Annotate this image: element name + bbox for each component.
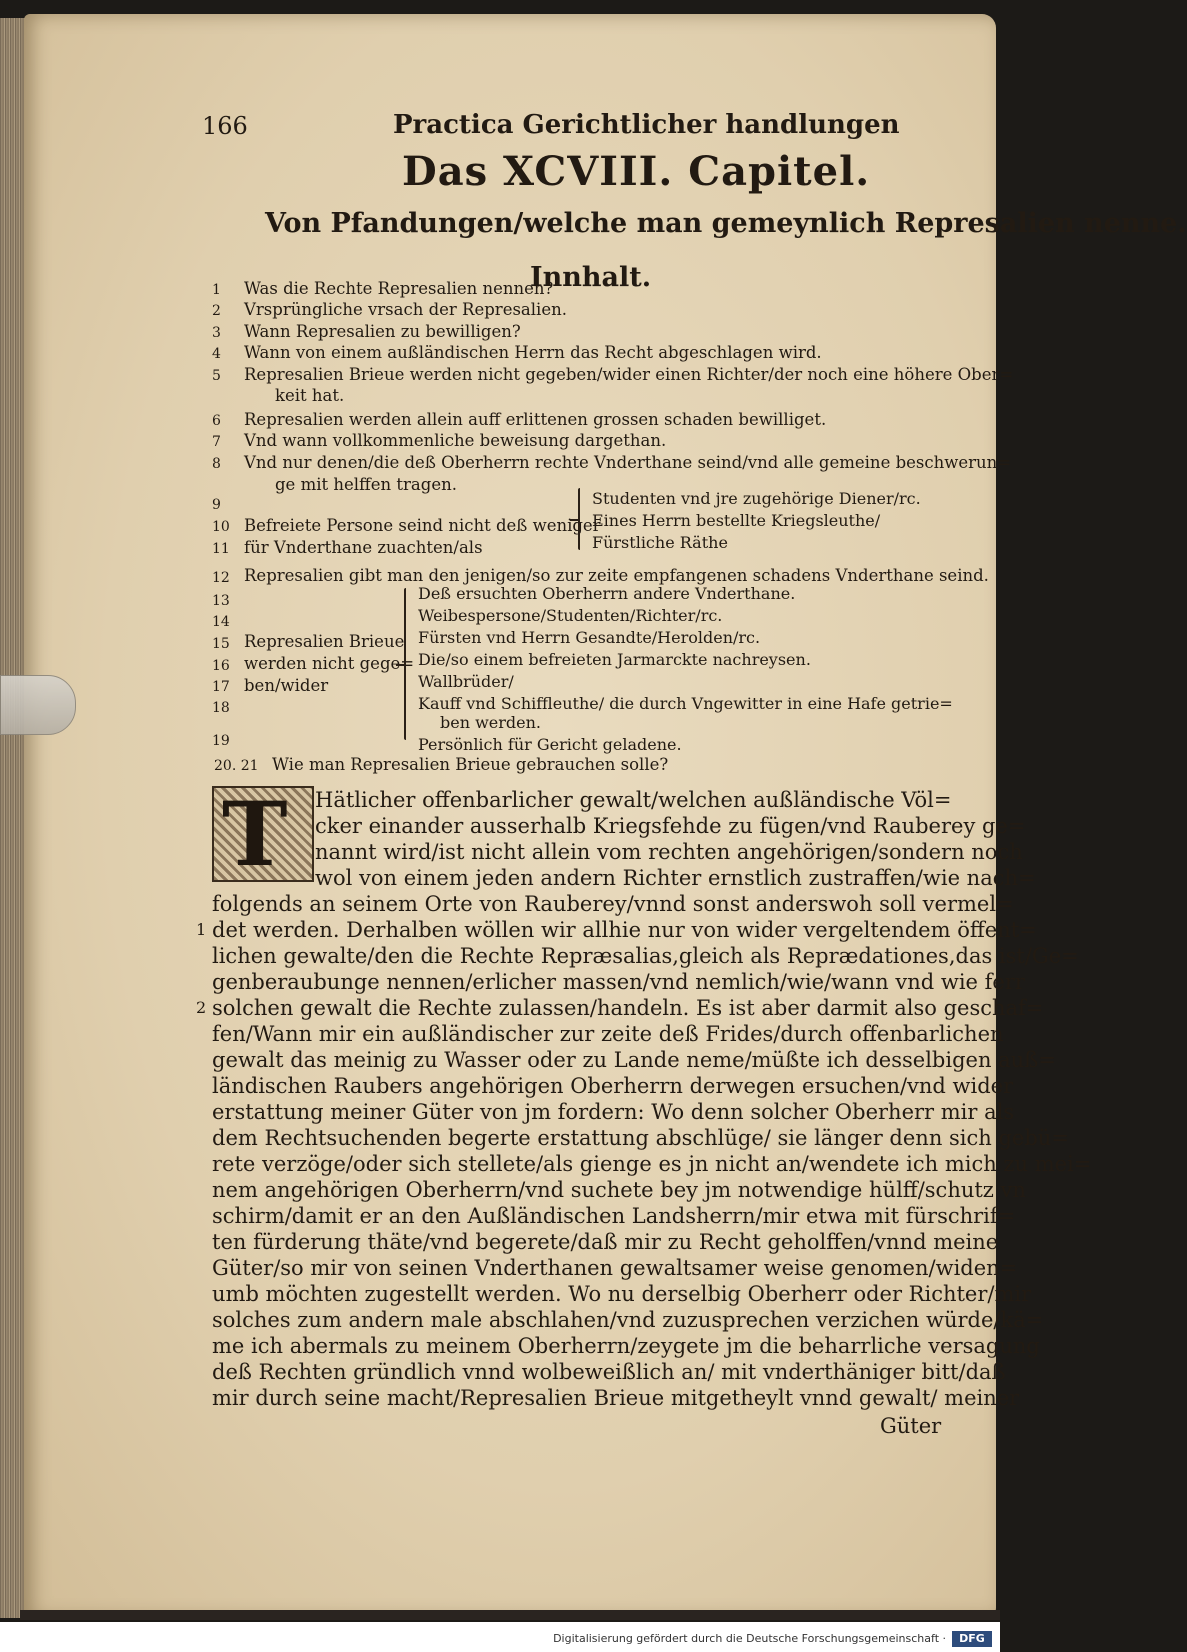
body-line: erstattung meiner Güter von jm fordern: Wo denn solcher Oberherr mir als — [212, 1100, 1015, 1124]
group2-item: Deß ersuchten Oberherrn andere Vnderthane. — [418, 584, 796, 603]
margin-number: 1 — [196, 920, 207, 939]
toc-number: 12 — [212, 570, 230, 586]
group2-item: Die/so einem befreieten Jarmarckte nachreysen. — [418, 650, 811, 669]
toc-entry: Vnd nur denen/die deß Oberherrn rechte Vnderthane seind/vnd alle gemeine beschwerun= — [244, 453, 1012, 472]
toc-number: 7 — [212, 434, 221, 450]
toc-number: 11 — [212, 541, 230, 557]
toc-number: 17 — [212, 679, 230, 695]
margin-number: 2 — [196, 998, 207, 1017]
toc-number: 9 — [212, 497, 221, 513]
group1-item: Eines Herrn bestellte Kriegsleuthe/ — [592, 511, 881, 530]
toc-entry-continuation: ge mit helffen tragen. — [275, 475, 457, 494]
group1-lead: Befreiete Persone seind nicht deß weniger — [244, 516, 601, 535]
running-title: Practica Gerichtlicher handlungen — [393, 110, 900, 140]
body-line: nannt wird/ist nicht allein vom rechten angehörigen/sondern noch — [315, 840, 1023, 864]
toc-entry: Vrsprüngliche vrsach der Represalien. — [244, 300, 567, 319]
body-line: det werden. Derhalben wöllen wir allhie nur von wider vergeltendem öffent= — [212, 918, 1037, 942]
brace — [578, 488, 580, 550]
body-line: me ich abermals zu meinem Oberherrn/zeygete jm die beharrliche versagung — [212, 1334, 1040, 1358]
toc-number: 15 — [212, 636, 230, 652]
contents-heading: Innhalt. — [530, 262, 652, 293]
dfg-logo: DFG — [952, 1631, 992, 1647]
footer-bar — [0, 1622, 1000, 1652]
group1-item: Studenten vnd jre zugehörige Diener/rc. — [592, 489, 921, 508]
body-line: solchen gewalt die Rechte zulassen/handeln. Es ist aber darmit also geschaf= — [212, 996, 1044, 1020]
toc-number: 13 — [212, 593, 230, 609]
toc-entry: Represalien Brieue werden nicht gegeben/wider einen Richter/der noch eine höhere Ober= — [244, 365, 1014, 384]
body-line: lichen gewalte/den die Rechte Repræsalias,gleich als Reprædationes,das ist/Ge= — [212, 944, 1079, 968]
body-line: schirm/damit er an den Außländischen Landsherrn/mir etwa mit fürschrif= — [212, 1204, 1016, 1228]
toc-number: 3 — [212, 325, 221, 341]
page-bottom-edge — [20, 1610, 1000, 1620]
toc-entry: Was die Rechte Represalien nennen? — [244, 279, 554, 298]
body-line: mir durch seine macht/Represalien Brieue mitgetheylt vnnd gewalt/ meiner — [212, 1386, 1020, 1410]
toc-number: 5 — [212, 368, 221, 384]
body-line: genberaubunge nennen/erlicher massen/vnd nemlich/wie/wann vnd wie ferr — [212, 970, 1025, 994]
body-line: umb möchten zugestellt werden. Wo nu derselbig Oberherr oder Richter/mir — [212, 1282, 1032, 1306]
body-line: Güter/so mir von seinen Vnderthanen gewaltsamer weise genomen/widen= — [212, 1256, 1018, 1280]
toc-number: 20. 21 — [214, 758, 259, 774]
body-line: wol von einem jeden andern Richter ernstlich zustraffen/wie nach= — [315, 866, 1036, 890]
body-line: nem angehörigen Oberherrn/vnd suchete bey jm notwendige hülff/schutz vn — [212, 1178, 1026, 1202]
chapter-heading: Das XCVIII. Capitel. — [402, 148, 871, 195]
catchword: Güter — [880, 1414, 942, 1438]
toc-number: 2 — [212, 303, 221, 319]
body-line: dem Rechtsuchenden begerte erstattung abschlüge/ sie länger denn sich gebü= — [212, 1126, 1069, 1150]
toc-entry: Wann Represalien zu bewilligen? — [244, 322, 521, 341]
group2-item: Weibespersone/Studenten/Richter/rc. — [418, 606, 723, 625]
group2-item: ben werden. — [440, 713, 542, 732]
toc-number: 6 — [212, 413, 221, 429]
toc-entry-continuation: keit hat. — [275, 386, 345, 405]
group2-lead: ben/wider — [244, 676, 329, 695]
footer-credit: Digitalisierung gefördert durch die Deutsche Forschungsgemeinschaft · — [553, 1632, 946, 1645]
toc-number: 16 — [212, 658, 230, 674]
body-line: gewalt das meinig zu Wasser oder zu Lande neme/müßte ich desselbigen auß= — [212, 1048, 1056, 1072]
toc-entry: Represalien werden allein auff erlittenen grossen schaden bewilliget. — [244, 410, 827, 429]
body-line: deß Rechten gründlich vnnd wolbeweißlich an/ mit vnderthäniger bitt/daß — [212, 1360, 1006, 1384]
toc-number: 14 — [212, 614, 230, 630]
group1-lead: für Vnderthane zuachten/als — [244, 538, 483, 557]
page-number: 166 — [202, 112, 248, 140]
group2-item: Wallbrüder/ — [418, 672, 514, 691]
body-line: solches zum andern male abschlahen/vnd zuzusprechen verzichen würde/kä= — [212, 1308, 1044, 1332]
brace — [404, 588, 406, 740]
toc-number: 8 — [212, 456, 221, 472]
group2-item: Kauff vnd Schiffleuthe/ die durch Vngewitter in eine Hafe getrie= — [418, 694, 953, 713]
page-marker-tab — [0, 675, 76, 735]
body-line: folgends an seinem Orte von Rauberey/vnnd sonst anderswoh soll vermel= — [212, 892, 1014, 916]
toc-number: 10 — [212, 519, 230, 535]
toc-number: 4 — [212, 346, 221, 362]
toc-number: 1 — [212, 282, 221, 298]
body-line: Hätlicher offenbarlicher gewalt/welchen außländische Völ= — [315, 788, 952, 812]
body-line: rete verzöge/oder sich stellete/als gienge es jn nicht an/wendete ich mich zu mei= — [212, 1152, 1092, 1176]
group2-item: Fürsten vnd Herrn Gesandte/Herolden/rc. — [418, 628, 761, 647]
group2-lead: Represalien Brieue — [244, 632, 405, 651]
body-line: ten fürderung thäte/vnd begerete/daß mir zu Recht geholffen/vnnd meine — [212, 1230, 999, 1254]
toc-entry: Represalien gibt man den jenigen/so zur zeite empfangenen schadens Vnderthane seind. — [244, 566, 989, 585]
toc-number: 18 — [212, 700, 230, 716]
body-line: cker einander ausserhalb Kriegsfehde zu fügen/vnd Rauberey ge= — [315, 814, 1026, 838]
toc-number: 19 — [212, 733, 230, 749]
initial-letter: T — [222, 782, 288, 886]
toc-entry: Wann von einem außländischen Herrn das Recht abgeschlagen wird. — [244, 343, 822, 362]
decorated-initial — [212, 782, 314, 886]
group2-item: Persönlich für Gericht geladene. — [418, 735, 682, 754]
body-line: fen/Wann mir ein außländischer zur zeite deß Frides/durch offenbarlichen — [212, 1022, 1004, 1046]
group1-item: Fürstliche Räthe — [592, 533, 728, 552]
chapter-subtitle: Von Pfandungen/welche man gemeynlich Represalien nenne. — [265, 208, 1187, 239]
toc-entry: Wie man Represalien Brieue gebrauchen solle? — [272, 755, 669, 774]
body-line: ländischen Raubers angehörigen Oberherrn derwegen ersuchen/vnd wider — [212, 1074, 1014, 1098]
group2-lead: werden nicht gege= — [244, 654, 415, 673]
toc-entry: Vnd wann vollkommenliche beweisung dargethan. — [244, 431, 667, 450]
